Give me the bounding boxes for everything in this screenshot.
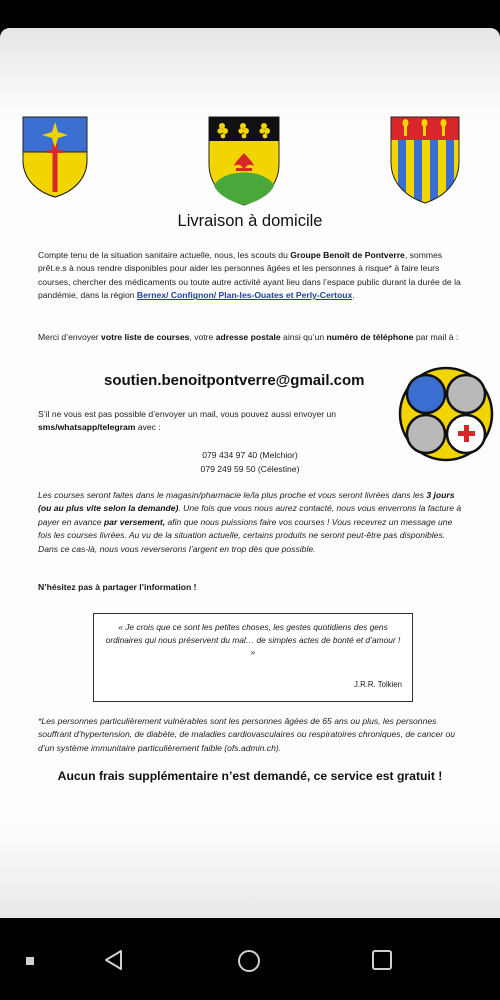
back-triangle-icon[interactable] bbox=[102, 948, 126, 977]
phone-number-label: numéro de téléphone bbox=[326, 332, 414, 342]
page-bottom-shade bbox=[0, 828, 500, 918]
page-title: Livraison à domicile bbox=[177, 212, 323, 230]
alternative-contact bbox=[38, 408, 378, 435]
intro-text-3: . bbox=[352, 290, 355, 301]
delivery-info-paragraph bbox=[38, 489, 462, 556]
scout-group-name: Groupe Benoît de Pontverre bbox=[290, 250, 405, 260]
navigation-bar bbox=[0, 918, 500, 1000]
share-callout: N’hésitez pas à partager l’information ! bbox=[38, 582, 197, 592]
menu-icon[interactable] bbox=[24, 954, 36, 972]
info-text-1: Les courses seront faites dans le magasin/pharmacie le/la plus proche et vous seront livrées dans les bbox=[38, 490, 427, 500]
info-text-2: . Une fois que vous nous aurez contacté, nous vous enverrons la facture à payer en avance bbox=[38, 503, 462, 527]
quote-author: J.R.R. Tolkien bbox=[354, 680, 402, 690]
recent-apps-square-icon[interactable] bbox=[370, 948, 394, 977]
quote-box bbox=[93, 613, 413, 702]
send-text-2: , votre bbox=[189, 332, 216, 342]
bernex-crest-icon bbox=[22, 116, 88, 198]
send-instructions bbox=[38, 331, 462, 344]
phone-celestine[interactable]: 079 249 59 50 (Célestine) bbox=[200, 464, 300, 474]
quote-text: « Je crois que ce sont les petites choses, les gestes quotidiens des gens ordinaires qui nous préservent du mal… de simples actes de bonté et d’amour ! » bbox=[105, 622, 401, 658]
send-text-3: ainsi qu’un bbox=[280, 332, 327, 342]
intro-paragraph bbox=[38, 249, 462, 303]
scout-group-logo-icon bbox=[398, 366, 494, 467]
send-text-4: par mail à : bbox=[413, 332, 459, 342]
phone-melchior[interactable]: 079 434 97 40 (Melchior) bbox=[202, 450, 298, 460]
messaging-channels: sms/whatsapp/telegram bbox=[38, 422, 136, 433]
intro-text-1: Compte tenu de la situation sanitaire actuelle, nous, les scouts du bbox=[38, 250, 291, 260]
confignon-crest-icon bbox=[208, 116, 280, 206]
shopping-list-label: votre liste de courses bbox=[101, 332, 190, 342]
plan-les-ouates-crest-icon bbox=[390, 116, 460, 204]
region-name: Bernex/ Confignon/ Plan-les-Ouates et Perly-Certoux bbox=[136, 290, 353, 301]
free-service-statement: Aucun frais supplémentaire n’est demandé, ce service est gratuit ! bbox=[57, 769, 443, 783]
postal-address-label: adresse postale bbox=[215, 332, 281, 342]
delivery-days: 3 jours (ou au plus vite selon la demande) bbox=[38, 490, 455, 514]
home-circle-icon[interactable] bbox=[236, 948, 262, 979]
alt-text-2: avec : bbox=[135, 422, 161, 433]
vulnerable-persons-note: *Les personnes particulièrement vulnérables sont les personnes âgées de 65 ans ou plus, les personnes souffrant d’hypertension, de diabète, de maladies cardiovasculaires ou respiratoires chroniques, de cancer ou d’un système immunitaire particulièrement faible (ofs.admin.ch). bbox=[38, 716, 456, 753]
alt-text-1: S’il ne vous est pas possible d’envoyer un mail, vous pouvez aussi envoyer un bbox=[38, 409, 337, 419]
page-top-shade bbox=[0, 28, 500, 120]
payment-method: par versement, bbox=[103, 516, 166, 527]
status-bar bbox=[0, 0, 500, 28]
info-text-3: afin que nous puissions faire vos courses ! Vous recevrez un message une fois les courses livrées. Au vu de la situation actuelle, certains produits ne seront peut-être pas disponibles. Dans ce cas-là, nous vous reverserons l’argent en trop dès que possible. bbox=[38, 516, 453, 554]
contact-email[interactable]: soutien.benoitpontverre@gmail.com bbox=[104, 372, 365, 389]
send-text-1: Merci d’envoyer bbox=[38, 332, 102, 342]
intro-text-2: , sommes prêt.e.s à nous rendre disponibles pour aider les personnes âgées et les personnes à risque* à faire leurs courses, chercher des médicaments ou toute autre activité ayant lieu dans l’espace public durant la durée de la pandémie, dans la région bbox=[38, 250, 461, 301]
